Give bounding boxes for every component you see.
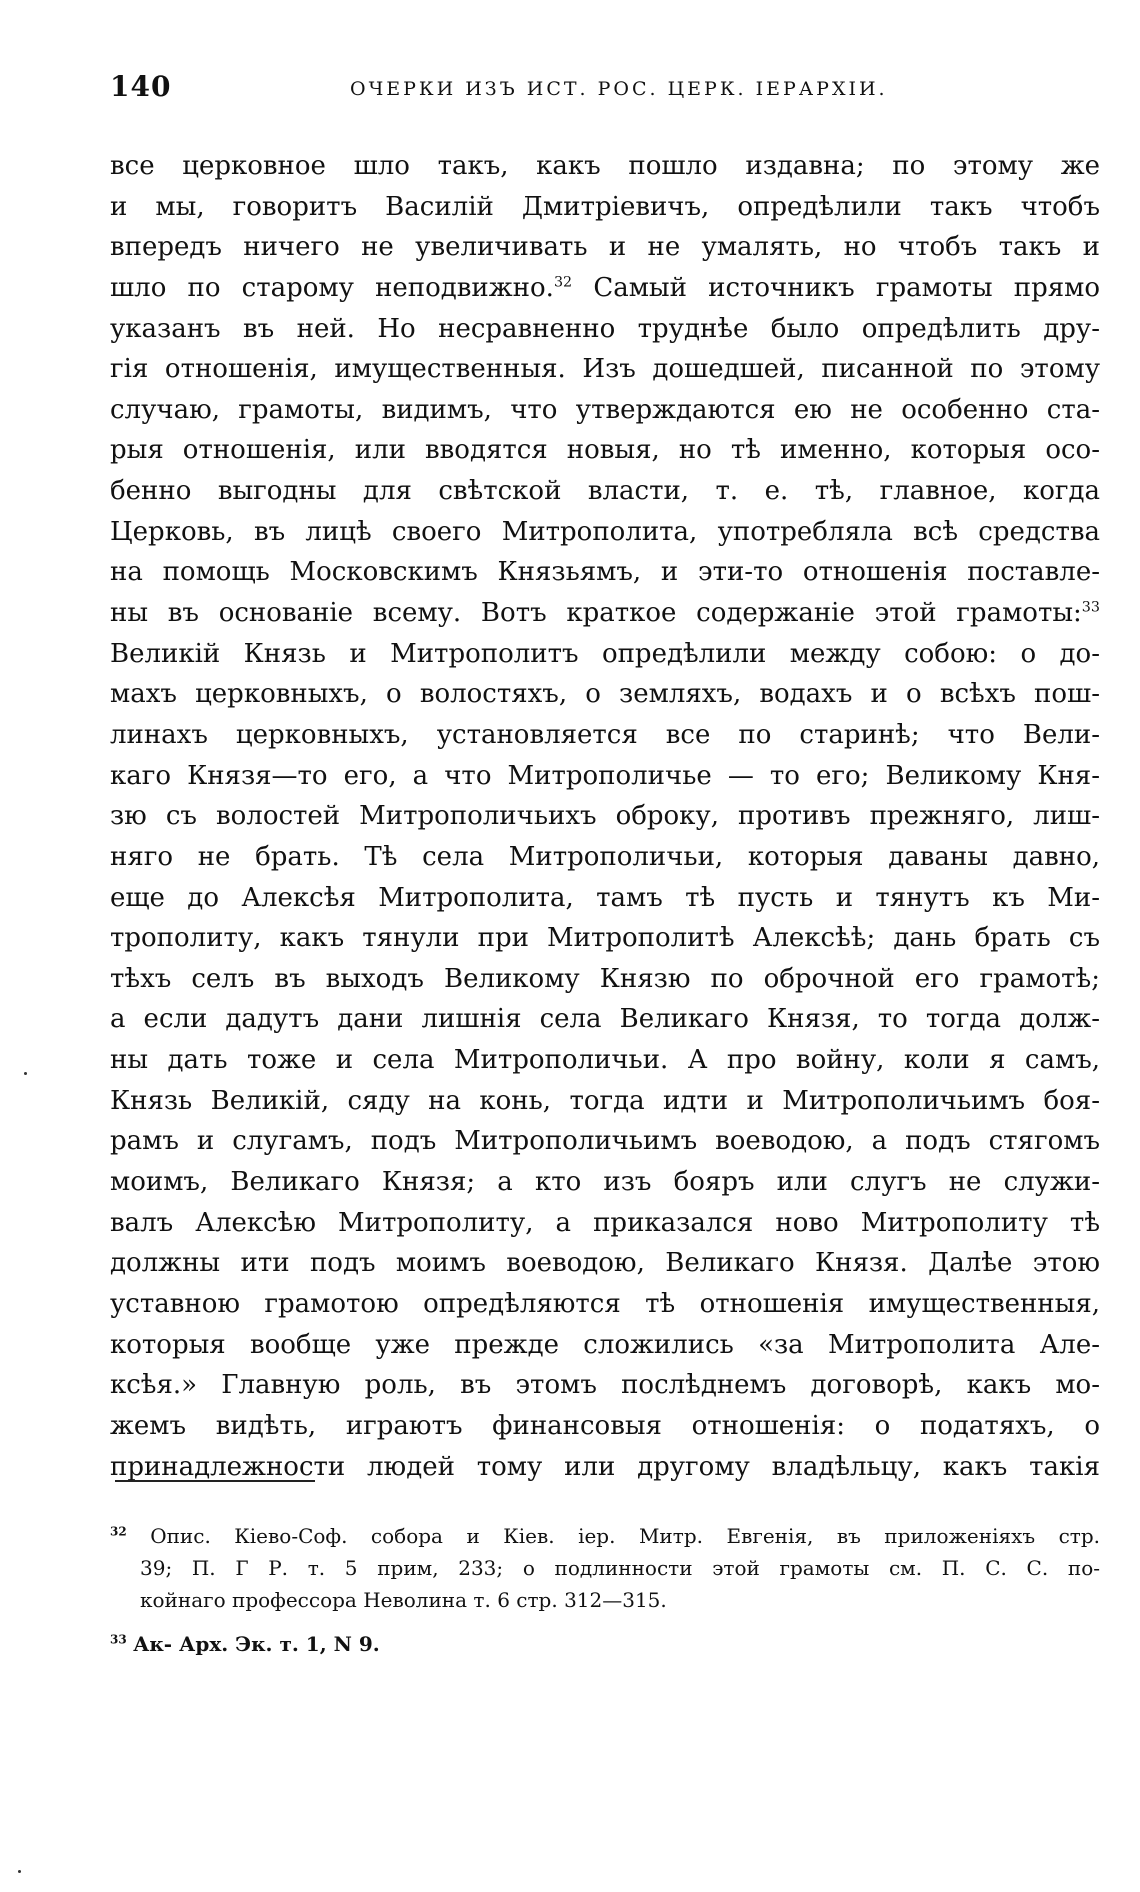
footnote-divider [115,1480,315,1482]
footnote-ref-32: 32 [553,274,573,291]
text-line: впередъ ничего не увеличивать и не умалять, но чтобъ такъ и [110,232,1100,263]
text-line: махъ церковныхъ, о волостяхъ, о земляхъ, водахъ и о всѣхъ пош- [110,679,1100,710]
text-line: Князь Великій, сяду на конь, тогда идти и Митрополичьимъ боя- [110,1085,1100,1116]
text-line: и мы, говоритъ Василій Дмитріевичъ, опредѣлили такъ чтобъ [110,191,1100,222]
text-line: ны дать тоже и села Митрополичьи. А про войну, коли я самъ, [110,1045,1100,1076]
text-line: Церковь, въ лицѣ своего Митрополита, употребляла всѣ средства [110,516,1100,547]
text-fragment: Самый источникъ грамоты прямо [593,272,1100,303]
footnote-mark: 32 [110,1524,127,1539]
text-line: а если дадутъ дани лишнія села Великаго Князя, то тогда долж- [110,1004,1100,1035]
text-line: каго Князя—то его, а что Митрополичье — то его; Великому Кня- [110,760,1100,791]
text-line: гія отношенія, имущественныя. Изъ дошедшей, писанной по этому [110,354,1100,385]
text-line: все церковное шло такъ, какъ пошло издавна; по этому же [110,151,1100,181]
scan-speck [18,1870,21,1873]
text-line: бенно выгодны для свѣтской власти, т. е. тѣ, главное, когда [110,476,1100,507]
scan-speck [24,1072,27,1075]
text-line: уставною грамотою опредѣляются тѣ отношенія имущественныя, [110,1288,1100,1319]
footnotes [110,1520,1100,1660]
page-number: 140 [110,70,172,103]
text-line-with-ref [110,593,1100,634]
text-line: жемъ видѣть, играютъ финансовыя отношенія: о податяхъ, о [110,1410,1100,1441]
text-line: должны ити подъ моимъ воеводою, Великаго Князя. Далѣе этою [110,1248,1100,1279]
text-line: на помощь Московскимъ Князьямъ, и эти-то отношенія поставле- [110,557,1100,588]
footnote-32-line: 39; П. Г Р. т. 5 прим, 233; о подлинности этой грамоты см. П. С. С. по- [140,1556,1100,1580]
footnote-text: Ак- Арх. Эк. т. 1, N 9. [133,1632,380,1656]
running-title: ОЧЕРКИ ИЗЪ ИСТ. РОС. ЦЕРК. ІЕРАРХІИ. [350,78,888,100]
text-line: линахъ церковныхъ, установляется все по старинѣ; что Вели- [110,719,1100,750]
footnote-32-line [110,1520,1100,1552]
text-line: валъ Алексѣю Митрополиту, а приказался ново Митрополиту тѣ [110,1207,1100,1238]
text-line: зю съ волостей Митрополичьихъ оброку, противъ прежняго, лиш- [110,801,1100,832]
text-fragment: ны въ основаніе всему. Вотъ краткое содержаніе этой грамоты: [110,598,1082,629]
footnote-mark: 33 [110,1632,127,1647]
body-text [110,146,1100,1487]
text-line: указанъ въ ней. Но несравненно труднѣе было опредѣлить дру- [110,313,1100,344]
text-fragment: шло по старому неподвижно. [110,272,554,303]
footnote-32-line: койнаго профессора Неволина т. 6 стр. 312—315. [140,1588,667,1612]
text-line-with-ref [110,268,1100,309]
text-line: принадлежности людей тому или другому владѣльцу, какъ такія [110,1451,1100,1482]
text-line: рамъ и слугамъ, подъ Митрополичьимъ воеводою, а подъ стягомъ [110,1126,1100,1157]
footnote-33-line [110,1628,1100,1660]
text-line: трополиту, какъ тянули при Митрополитѣ Алексѣѣ; дань брать съ [110,923,1100,954]
text-line: няго не брать. Тѣ села Митрополичьи, которыя даваны давно, [110,841,1100,872]
text-line: случаю, грамоты, видимъ, что утверждаются ею не особенно ста- [110,394,1100,425]
page-header [110,70,1100,110]
footnote-text: Опис. Кіево-Соф. собора и Кіев. іер. Митр. Евгенія, въ приложеніяхъ стр. [150,1524,1100,1548]
text-line: ксѣя.» Главную роль, въ этомъ послѣднемъ договорѣ, какъ мо- [110,1370,1100,1401]
text-line: тѣхъ селъ въ выходъ Великому Князю по оброчной его грамотѣ; [110,963,1100,994]
footnote-ref-33: 33 [1081,599,1100,616]
text-line: Великій Князь и Митрополитъ опредѣлили между собою: о до- [110,638,1100,669]
text-line: моимъ, Великаго Князя; а кто изъ бояръ или слугъ не служи- [110,1167,1100,1198]
footnote-gap [110,1616,1100,1628]
text-line: еще до Алексѣя Митрополита, тамъ тѣ пусть и тянутъ къ Ми- [110,882,1100,913]
text-line: рыя отношенія, или вводятся новыя, но тѣ именно, которыя осо- [110,435,1100,466]
text-line: которыя вообще уже прежде сложились «за Митрополита Але- [110,1329,1100,1360]
